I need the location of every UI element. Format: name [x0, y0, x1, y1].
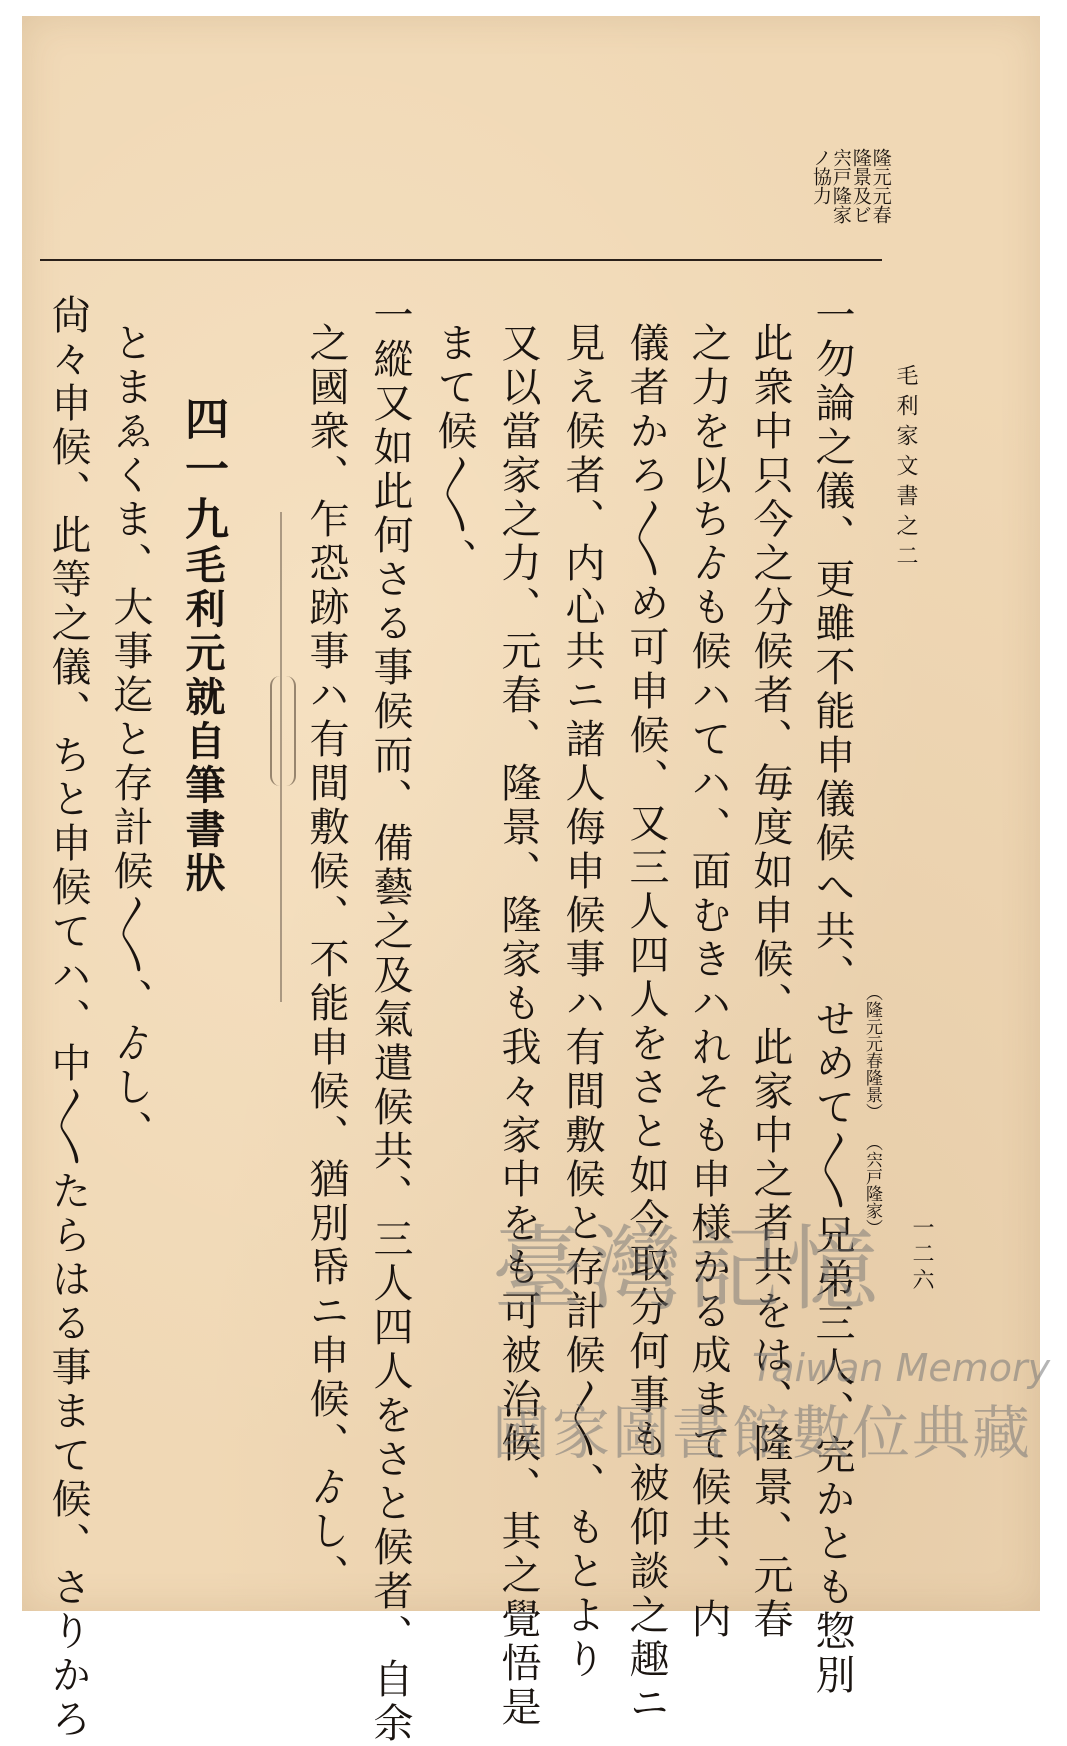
text-column-4: 儀者かろ〳〵め可申候、又三人四人をさと如今取分何事も被仰談之趣ニ [623, 322, 669, 1726]
letter-column-2: 尙々申候、此等之儀、ちと申候てハ、中〳〵たらはる事まて候、さりかろ [45, 294, 91, 1742]
watermark-logo: 臺灣記憶 [492, 1216, 885, 1323]
section-divider-ornament [270, 676, 296, 786]
text-column-6: 又以當家之力、元春、隆景、隆家も我々家中をも可被治候、其之覺悟是 [495, 322, 541, 1730]
document-title: 毛利元就自筆書狀 [179, 544, 226, 896]
text-column-5: 見え候者、内心共ニ諸人侮申候事ハ有間敷候と存計候〳〵、もとより [559, 322, 605, 1682]
margin-note [810, 148, 890, 258]
text-column-3: 之力を以ちゟも候ハてハ、面むきハれそも申様かる成まて候共、内 [685, 322, 731, 1642]
page-header-title: 毛利家文書之二 [893, 364, 918, 574]
gloss-shishido: （宍戸隆家） [862, 1134, 882, 1236]
page-number: 一二六 [909, 1216, 934, 1294]
document-page [22, 16, 1051, 1746]
watermark-latin: Taiwan Memory [752, 1346, 1051, 1390]
gloss-brothers: （隆元元春隆景） [862, 984, 882, 1120]
header-rule [40, 259, 882, 261]
text-column-7: まて候〳〵、 [431, 322, 477, 582]
margin-note-text: 隆元元春 隆景及ビ 宍戸隆家 ノ協力 [809, 148, 892, 224]
watermark-org: 國家圖書館數位典藏 [492, 1399, 1033, 1467]
letter-column-1: とまゑくま、大事迄と存計候〳〵、ゟし、 [107, 322, 153, 1154]
document-number: 四一九 [177, 396, 228, 546]
text-column-8: 一縱又如此何さる事候而、備藝之及氣遣候共、三人四人をさと候者、自余 [367, 294, 413, 1746]
text-column-1: 一勿論之儀、更雖不能申儀候へ共、せめて〳〵兄弟三人、完かとも惣別 [809, 294, 855, 1698]
text-column-2: 此衆中只今之分候者、毎度如申候、此家中之者共をは、隆景、元春 [747, 322, 793, 1642]
text-column-9: 之國衆、乍恐跡事ハ有間敷候、不能申候、猶別帋ニ申候、ゟし、 [303, 322, 349, 1598]
